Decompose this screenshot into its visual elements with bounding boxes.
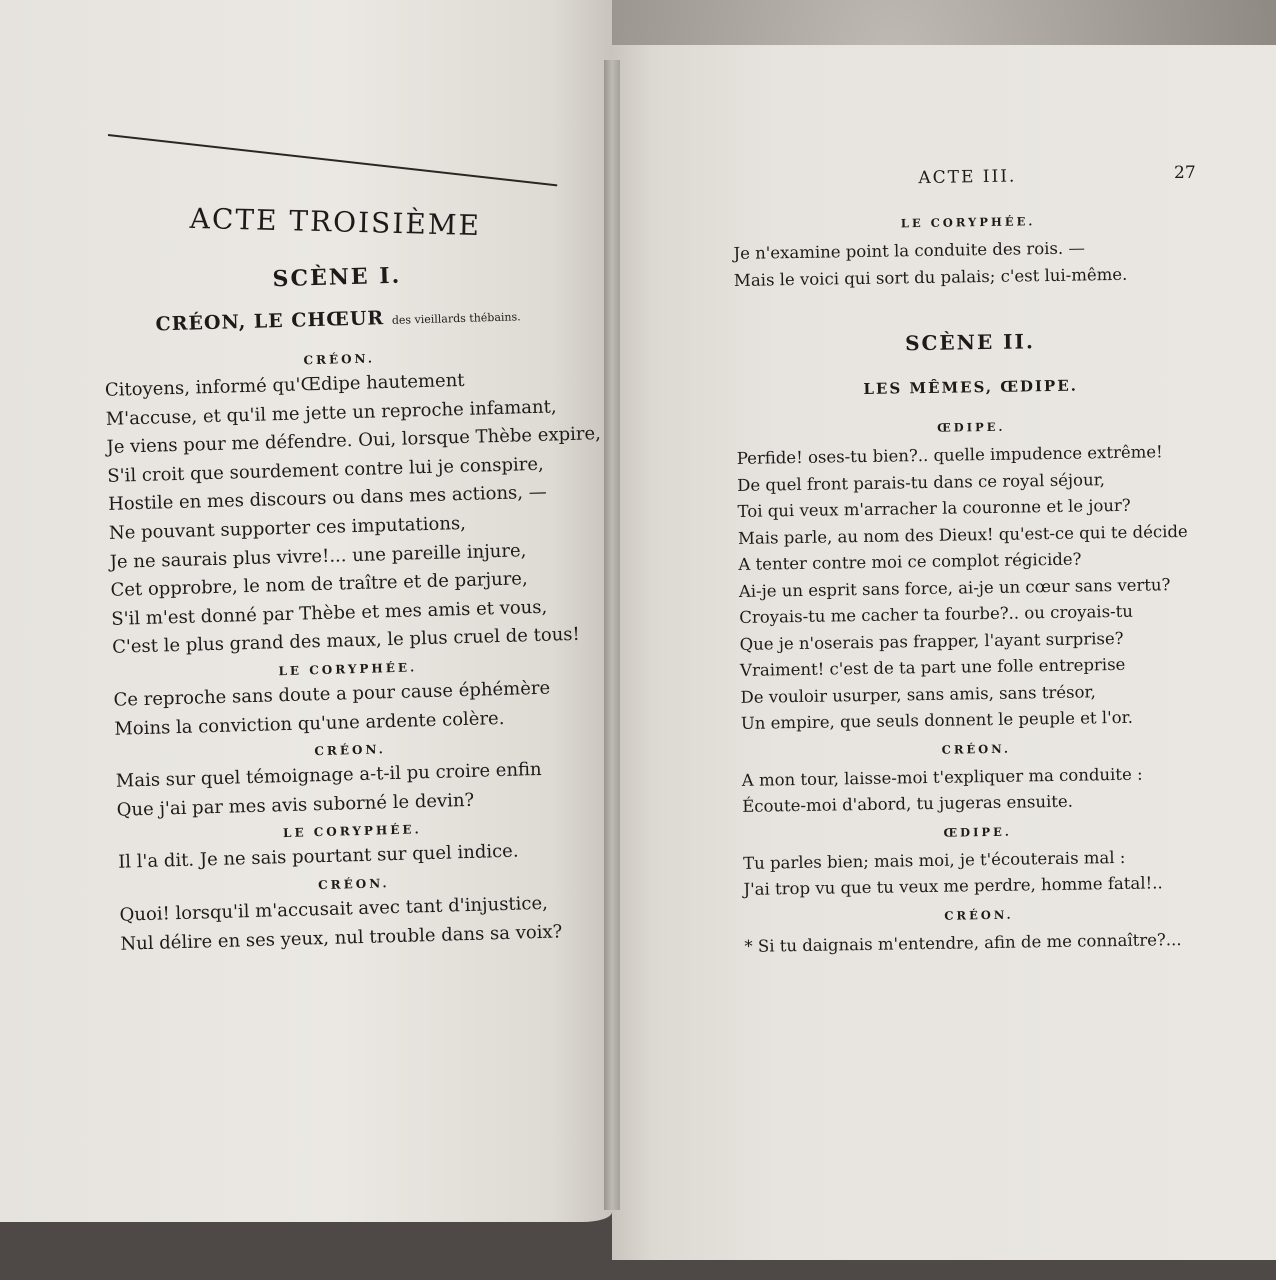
cast-names: CRÉON, LE CHŒUR — [155, 307, 385, 336]
cast-list — [103, 302, 573, 337]
speaker-name: ŒDIPE. — [937, 419, 1006, 435]
speaker-name: LE CORYPHÉE. — [278, 660, 418, 679]
verse-line: Tu parles bien; mais moi, je t'écouterais mal : — [742, 847, 1126, 873]
verse-line: Hostile en mes discours ou dans mes actions, — — [107, 482, 547, 516]
speech-block — [119, 871, 591, 959]
scene-title: SCÈNE II. — [904, 329, 1036, 356]
dialogue — [104, 346, 602, 959]
verse-line: M'accuse, et qu'il me jette un reproche infamant, — [105, 395, 557, 430]
verse-line: De vouloir usurper, sans amis, sans trésor, — [740, 681, 1096, 707]
speech-block — [104, 346, 602, 663]
verse-line: Je viens pour me défendre. Oui, lorsque Thèbe expire, — [106, 423, 602, 459]
verse-line: Citoyens, informé qu'Œdipe hautement — [104, 369, 465, 401]
verse-line: Vraiment! c'est de ta part une folle entreprise — [739, 654, 1126, 680]
verse-line: Croyais-tu me cacher ta fourbe?.. ou croyais-tu — [739, 601, 1134, 627]
header-rule — [108, 134, 557, 186]
speech-block — [115, 737, 587, 825]
verse-line: S'il croit que sourdement contre lui je conspire, — [107, 453, 544, 487]
verse-line: C'est le plus grand des maux, le plus cruel de tous! — [111, 624, 581, 659]
verse-line: Ai-je un esprit sans force, ai-je un cœur sans vertu? — [738, 574, 1171, 601]
verse-line: Ne pouvant supporter ces imputations, — [108, 512, 467, 544]
cast-note: des vieillards thébains. — [391, 310, 521, 327]
speech-block — [117, 818, 588, 878]
verse-line: Mais sur quel témoignage a-t-il pu croire enfin — [115, 759, 542, 792]
right-page — [612, 45, 1276, 1260]
act-title: ACTE TROISIÈME — [189, 201, 482, 242]
verse-line: Je ne saurais plus vivre!... une pareille injure, — [109, 539, 527, 573]
verse-line: A tenter contre moi ce complot régicide? — [738, 549, 1082, 574]
cast-list: LES MÊMES, ŒDIPE. — [863, 376, 1079, 398]
speaker-name: CRÉON. — [317, 876, 390, 893]
verse-line: Que je n'oserais pas frapper, l'ayant surprise? — [739, 628, 1124, 654]
speaker-name: CRÉON. — [944, 907, 1014, 923]
verse-line: Écoute-moi d'abord, tu jugeras ensuite. — [742, 791, 1074, 816]
speech-block — [113, 656, 585, 744]
verse-line: S'il m'est donné par Thèbe et mes amis et vous, — [111, 596, 548, 630]
left-page — [0, 0, 612, 1222]
verse-line: Perfide! oses-tu bien?.. quelle impudence extrême! — [736, 442, 1163, 468]
speaker-name: CRÉON. — [303, 351, 376, 368]
verse-line: Nul délire en ses yeux, nul trouble dans sa voix? — [120, 920, 563, 955]
page-number: 27 — [1174, 163, 1196, 183]
speaker-name: LE CORYPHÉE. — [900, 214, 1036, 231]
verse-line: Un empire, que seuls donnent le peuple et l'or. — [740, 707, 1134, 733]
verse-line: Mais le voici qui sort du palais; c'est lui-même. — [733, 264, 1128, 290]
right-page-text — [732, 148, 1215, 960]
book-gutter — [604, 60, 620, 1210]
verse-line: De quel front parais-tu dans ce royal séjour, — [737, 469, 1106, 495]
verse-line: Quoi! lorsqu'il m'accusait avec tant d'injustice, — [119, 892, 549, 926]
verse-line: J'ai trop vu que tu veux me perdre, homme fatal!.. — [743, 873, 1163, 899]
verse-line: A mon tour, laisse-moi t'expliquer ma conduite : — [741, 764, 1143, 790]
verse-line: Que j'ai par mes avis suborné le devin? — [116, 789, 475, 821]
scene-title: SCÈNE I. — [272, 262, 402, 293]
speaker-name: LE CORYPHÉE. — [282, 822, 422, 841]
speaker-name: ŒDIPE. — [943, 824, 1012, 840]
running-header: ACTE III. — [918, 166, 1017, 189]
verse-line: Toi qui veux m'arracher la couronne et le jour? — [737, 495, 1131, 521]
left-page-text — [100, 199, 602, 959]
verse-line: * Si tu daignais m'entendre, afin de me connaître?... — [744, 929, 1182, 956]
speech-block — [743, 821, 1214, 903]
verse-line: Je n'examine point la conduite des rois. — — [733, 238, 1086, 263]
speech-block — [744, 904, 1215, 960]
verse-line: Cet opprobre, le nom de traître et de parjure, — [110, 568, 528, 602]
verse-line: Il l'a dit. Je ne sais pourtant sur quel indice. — [117, 840, 519, 874]
speech-block — [741, 738, 1212, 820]
verse-line: Moins la conviction qu'une ardente colère. — [114, 707, 505, 740]
speaker-name: CRÉON. — [941, 741, 1012, 757]
verse-line: Mais parle, au nom des Dieux! qu'est-ce qui te décide — [737, 521, 1188, 548]
verse-line: Ce reproche sans doute a pour cause éphémère — [113, 677, 551, 711]
speech-block — [736, 417, 1211, 738]
speech-block — [733, 212, 1204, 294]
speaker-name: CRÉON. — [314, 742, 387, 759]
